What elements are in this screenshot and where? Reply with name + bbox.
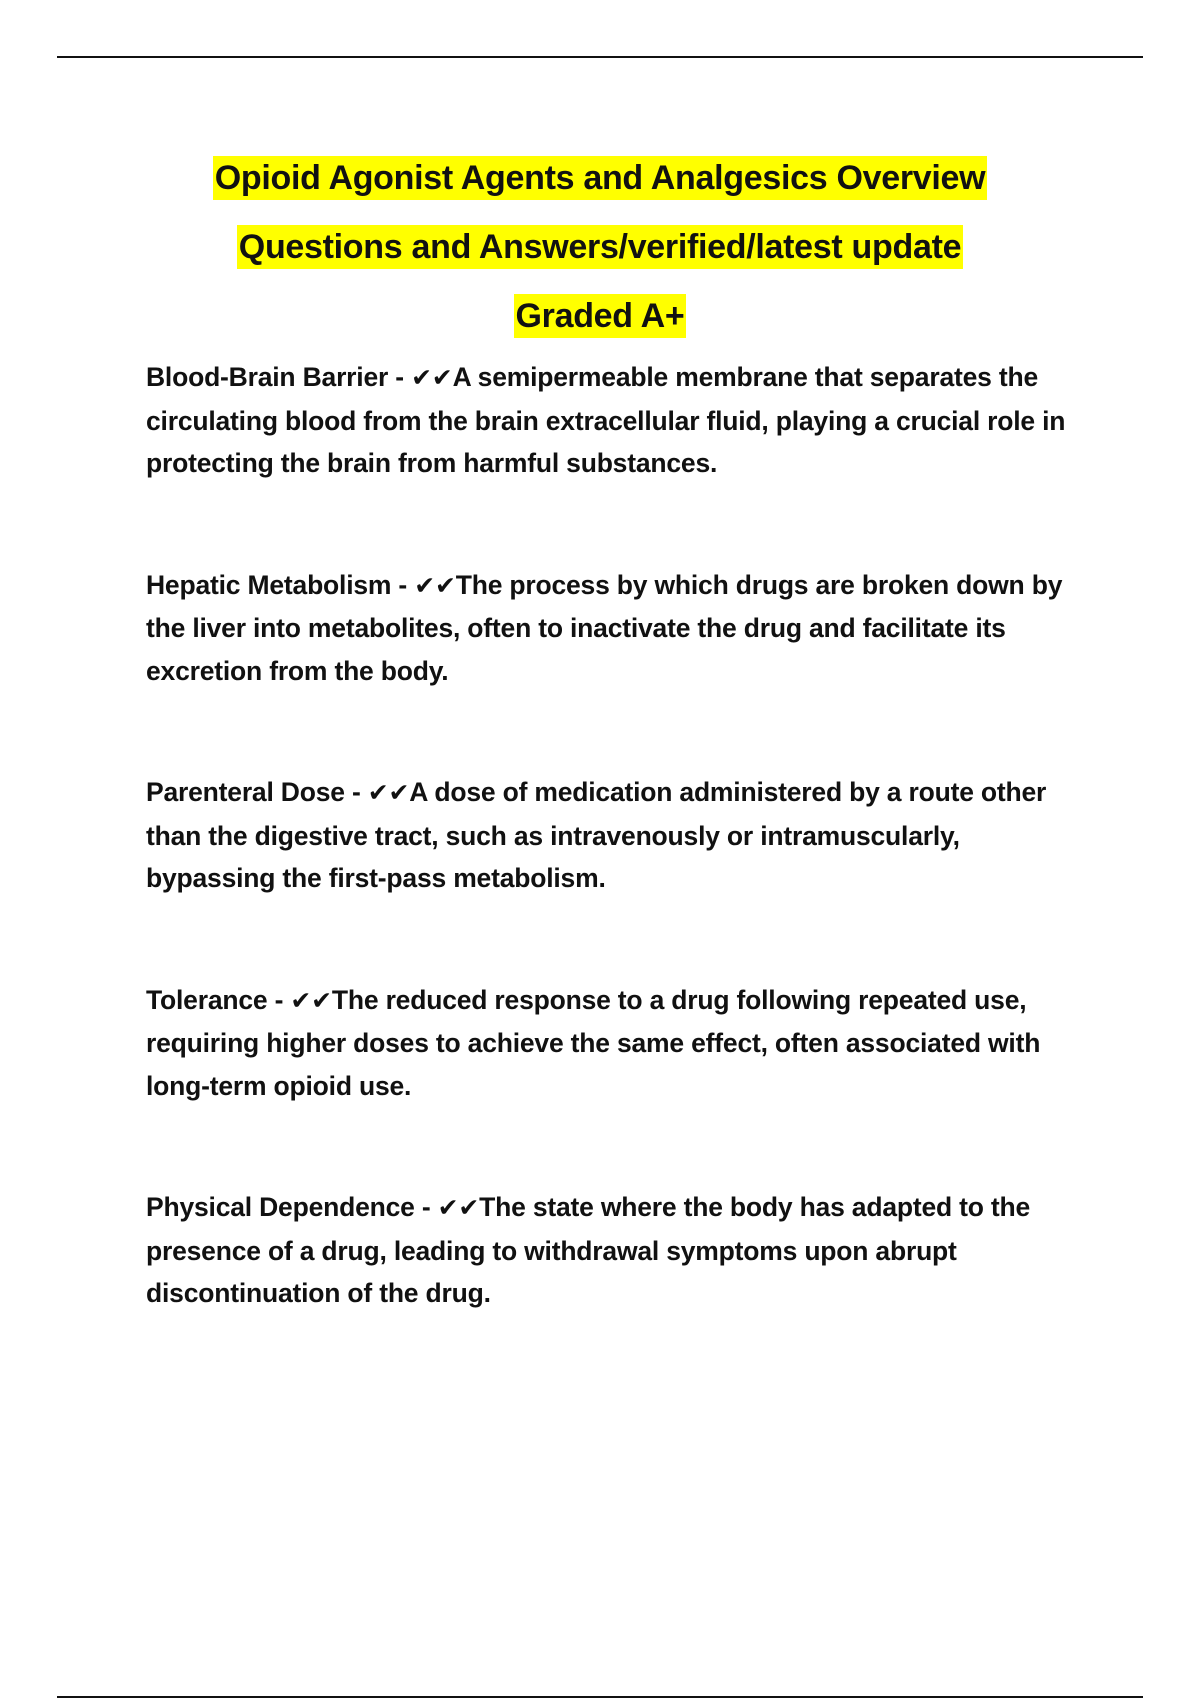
entry-separator: -	[267, 984, 291, 1015]
double-check-icon: ✔✔	[367, 778, 410, 807]
title-line-1-text: Opioid Agonist Agents and Analgesics Overview	[213, 156, 988, 200]
entry-term: Blood-Brain Barrier	[146, 362, 389, 392]
entry-term: Hepatic Metabolism	[146, 569, 392, 600]
entry-term: Parenteral Dose	[146, 777, 345, 807]
entry-term: Tolerance	[146, 984, 268, 1015]
title-line-2	[0, 213, 1200, 282]
title-line-3	[0, 282, 1200, 351]
double-check-icon: ✔✔	[411, 363, 453, 392]
entry-separator: -	[414, 1192, 438, 1222]
flashcard-entry	[146, 979, 1086, 1108]
entry-term: Physical Dependence	[146, 1192, 415, 1222]
flashcard-entry	[146, 564, 1086, 693]
entry-separator: -	[344, 777, 368, 807]
double-check-icon: ✔✔	[437, 1193, 480, 1222]
entry-definition: A dose of medication administered by a route other than the digestive tract, such as intravenously or intramuscularly, bypassing the first-pass metabolism.	[146, 777, 1047, 893]
flashcard-list	[146, 356, 1086, 1394]
entry-definition: The reduced response to a drug following repeated use, requiring higher doses to achieve the same effect, often associated with long-term opioid use.	[146, 984, 1041, 1101]
entry-definition: The state where the body has adapted to the presence of a drug, leading to withdrawal symptoms upon abrupt discontinuation of the drug.	[146, 1192, 1031, 1308]
double-check-icon: ✔✔	[290, 985, 332, 1015]
top-divider	[57, 56, 1143, 58]
entry-separator: -	[391, 569, 415, 600]
entry-definition: The process by which drugs are broken down by the liver into metabolites, often to inactivate the drug and facilitate its excretion from the body.	[146, 569, 1063, 686]
bottom-divider	[57, 1696, 1143, 1698]
title-line-1	[0, 144, 1200, 213]
title-line-3-text: Graded A+	[514, 294, 687, 338]
flashcard-entry	[146, 356, 1086, 485]
entry-definition: A semipermeable membrane that separates the circulating blood from the brain extracellular fluid, playing a crucial role in protecting the brain from harmful substances.	[146, 362, 1066, 478]
document-title	[0, 144, 1200, 351]
title-line-2-text: Questions and Answers/verified/latest update	[237, 225, 963, 269]
flashcard-entry	[146, 771, 1086, 900]
double-check-icon: ✔✔	[414, 570, 456, 600]
entry-separator: -	[388, 362, 412, 392]
flashcard-entry	[146, 1186, 1086, 1315]
